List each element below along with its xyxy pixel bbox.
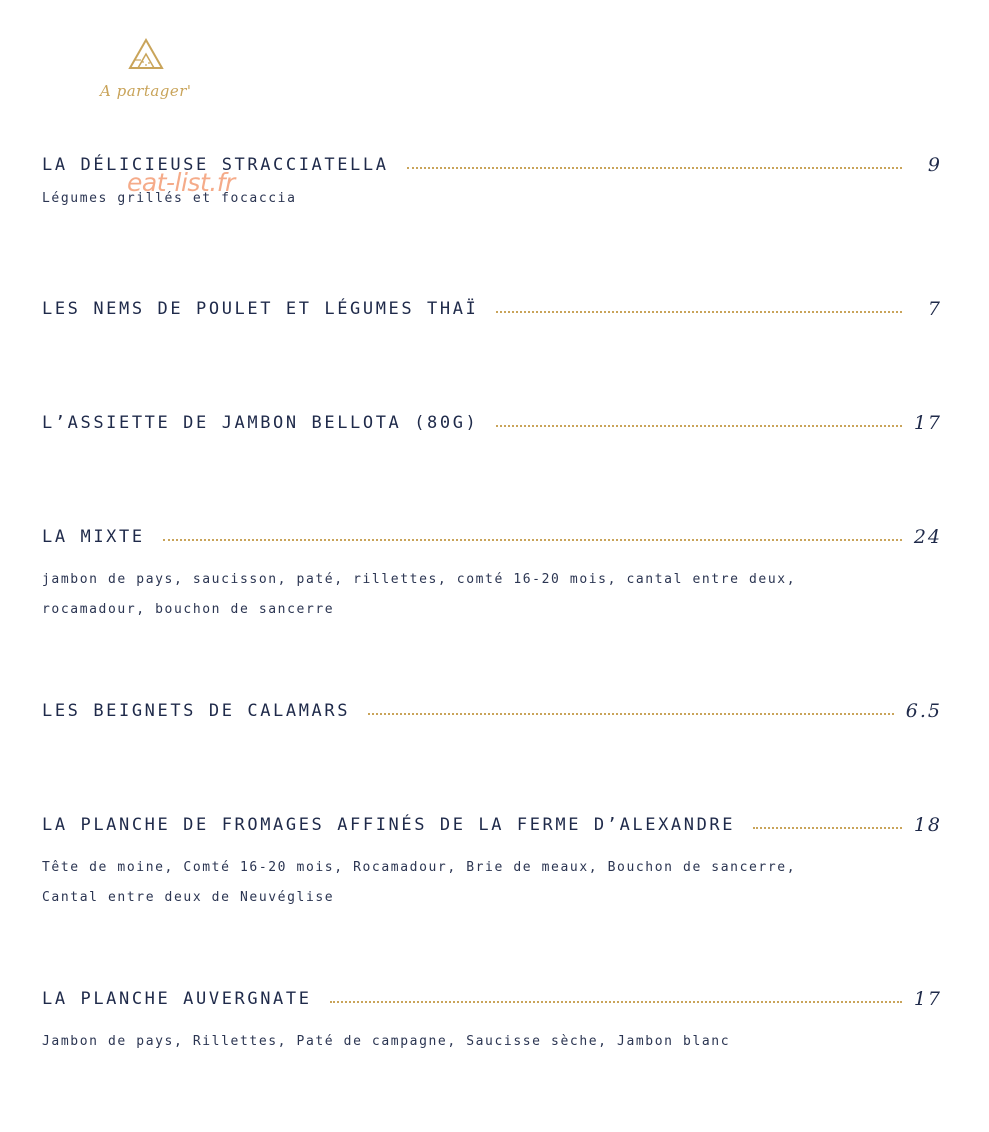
item-price: 17 [913,988,942,1010]
description-line: jambon de pays, saucisson, paté, rillettes, comté 16-20 mois, cantal entre deux, [42,572,797,587]
item-name: LA MIXTE [42,527,145,547]
item-name: LA PLANCHE DE FROMAGES AFFINÉS DE LA FERME D’ALEXANDRE [42,815,736,835]
item-description [42,853,942,913]
menu-item [42,410,942,436]
item-name: L’ASSIETTE DE JAMBON BELLOTA (80G) [42,413,479,433]
item-price: 18 [913,814,942,836]
description-line: Jambon de pays, Rillettes, Paté de campagne, Saucisse sèche, Jambon blanc [42,1034,731,1049]
item-description [42,1027,942,1057]
description-line: Légumes grillés et focaccia [42,191,297,206]
item-name: LA DÉLICIEUSE STRACCIATELLA [42,155,389,175]
menu-item [42,296,942,322]
menu-item [42,812,942,913]
item-name: LES BEIGNETS DE CALAMARS [42,701,351,721]
item-price: 7 [927,298,942,320]
item-price: 24 [913,526,942,548]
item-description [42,565,942,625]
menu-item [42,698,942,724]
description-line: Cantal entre deux de Neuvéglise [42,890,335,905]
dot-leader [496,425,901,427]
section-title: A partager' [100,82,192,100]
menu-item [42,986,942,1057]
item-name: LES NEMS DE POULET ET LÉGUMES THAÏ [42,299,479,319]
description-line: Tête de moine, Comté 16-20 mois, Rocamadour, Brie de meaux, Bouchon de sancerre, [42,860,797,875]
menu-item [42,524,942,625]
mountain-triangle-icon [128,38,164,70]
dot-leader [368,713,894,715]
dot-leader [753,827,902,829]
dot-leader [407,167,902,169]
item-price: 9 [927,154,942,176]
dot-leader [330,1001,902,1003]
dot-leader [163,539,902,541]
item-price: 6.5 [905,700,942,722]
item-price: 17 [913,412,942,434]
description-line: rocamadour, bouchon de sancerre [42,602,335,617]
item-name: LA PLANCHE AUVERGNATE [42,989,312,1009]
watermark: eat-list.fr [127,168,235,197]
dot-leader [496,311,902,313]
